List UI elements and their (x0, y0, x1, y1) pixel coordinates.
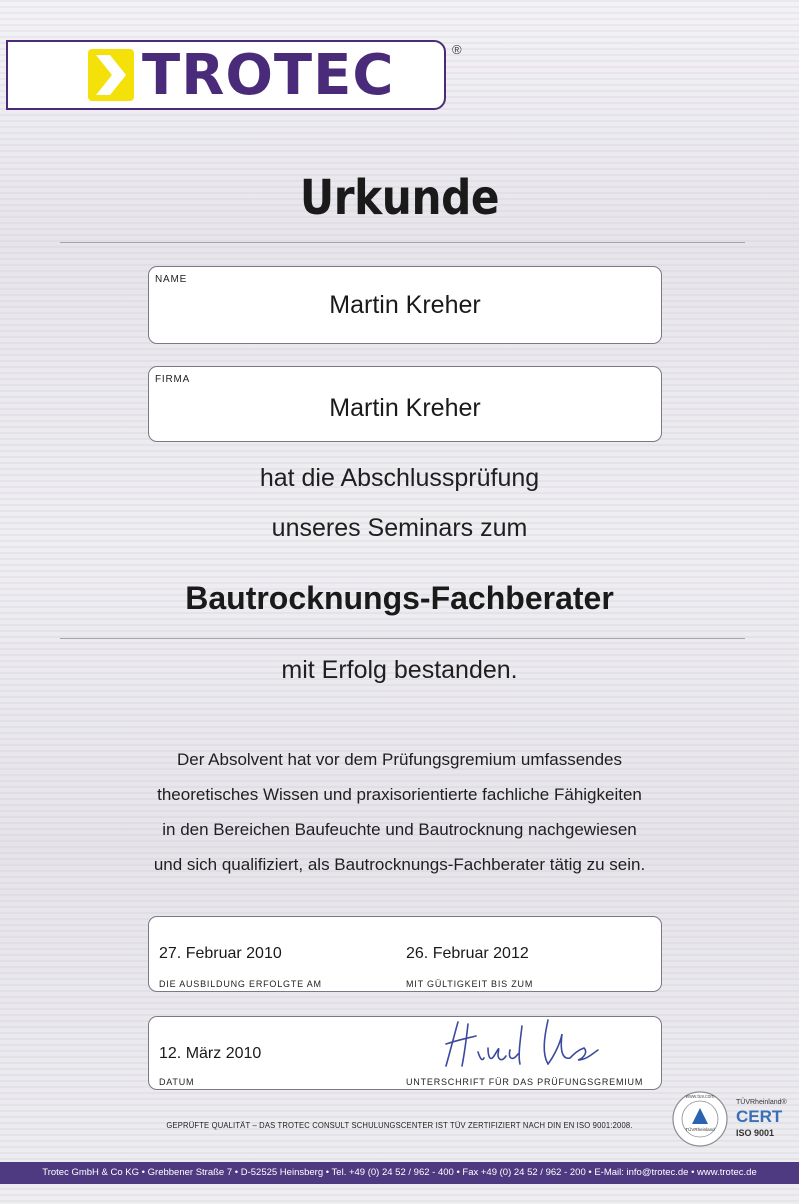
footer-contact: Trotec GmbH & Co KG • Grebbener Straße 7 • D-52525 Heinsberg • Tel. +49 (0) 24 52 / 962 - 400 • Fax +49 (0) 24 52 / 962 - 200 • E-Mail: info@trotec.de • www.trotec.de (42, 1167, 757, 1178)
logo-arrow-icon (88, 49, 134, 101)
registered-mark: ® (452, 42, 462, 57)
name-value: Martin Kreher (329, 291, 481, 319)
svg-text:TÜVRheinland®: TÜVRheinland® (736, 1099, 787, 1106)
name-field (148, 266, 662, 344)
svg-text:TÜVRheinland: TÜVRheinland (685, 1127, 715, 1132)
signature-label: UNTERSCHRIFT FÜR DAS PRÜFUNGSGREMIUM (406, 1077, 644, 1087)
svg-text:CERT: CERT (736, 1107, 783, 1126)
signing-date-label: DATUM (159, 1077, 195, 1087)
firma-value: Martin Kreher (329, 394, 481, 422)
signature-image (438, 1014, 608, 1076)
logo-text: TROTEC (142, 43, 395, 108)
firma-label: FIRMA (155, 374, 191, 385)
firma-field (148, 366, 662, 442)
signing-date: 12. März 2010 (159, 1045, 262, 1062)
description-line-1: Der Absolvent hat vor dem Prüfungsgremium umfassendes (176, 750, 623, 769)
svg-text:www.tuv.com: www.tuv.com (685, 1094, 715, 1100)
name-label: NAME (155, 274, 188, 285)
description-line-3: in den Bereichen Baufeuchte und Bautrocknung nachgewiesen (162, 820, 637, 839)
training-date-label: DIE AUSBILDUNG ERFOLGTE AM (159, 979, 322, 989)
dates-box (148, 916, 662, 992)
title-divider (60, 242, 745, 243)
intro-line-1: hat die Abschlussprüfung (259, 464, 540, 492)
outcome-line: mit Erfolg bestanden. (281, 656, 518, 684)
valid-until-label: MIT GÜLTIGKEIT BIS ZUM (406, 979, 534, 989)
description-line-4: und sich qualifiziert, als Bautrocknungs-Fachberater tätig zu sein. (153, 855, 646, 874)
valid-until-date: 26. Februar 2012 (406, 945, 529, 962)
document-title: Urkunde (299, 170, 500, 226)
intro-line-2: unseres Seminars zum (271, 514, 528, 542)
training-date: 27. Februar 2010 (159, 945, 282, 962)
tuv-cert-badge (670, 1088, 795, 1150)
footer-bar (0, 1162, 799, 1184)
seminar-divider (60, 638, 745, 639)
description-line-2: theoretisches Wissen und praxisorientierte fachliche Fähigkeiten (157, 785, 642, 804)
quality-note: GEPRÜFTE QUALITÄT – DAS TROTEC CONSULT SCHULUNGSCENTER IST TÜV ZERTIFIZIERT NACH DIN EN ISO 9001:2008. (166, 1121, 633, 1130)
seminar-title: Bautrocknungs-Fachberater (185, 580, 614, 616)
svg-text:ISO 9001: ISO 9001 (736, 1128, 775, 1138)
trotec-logo (6, 40, 446, 110)
